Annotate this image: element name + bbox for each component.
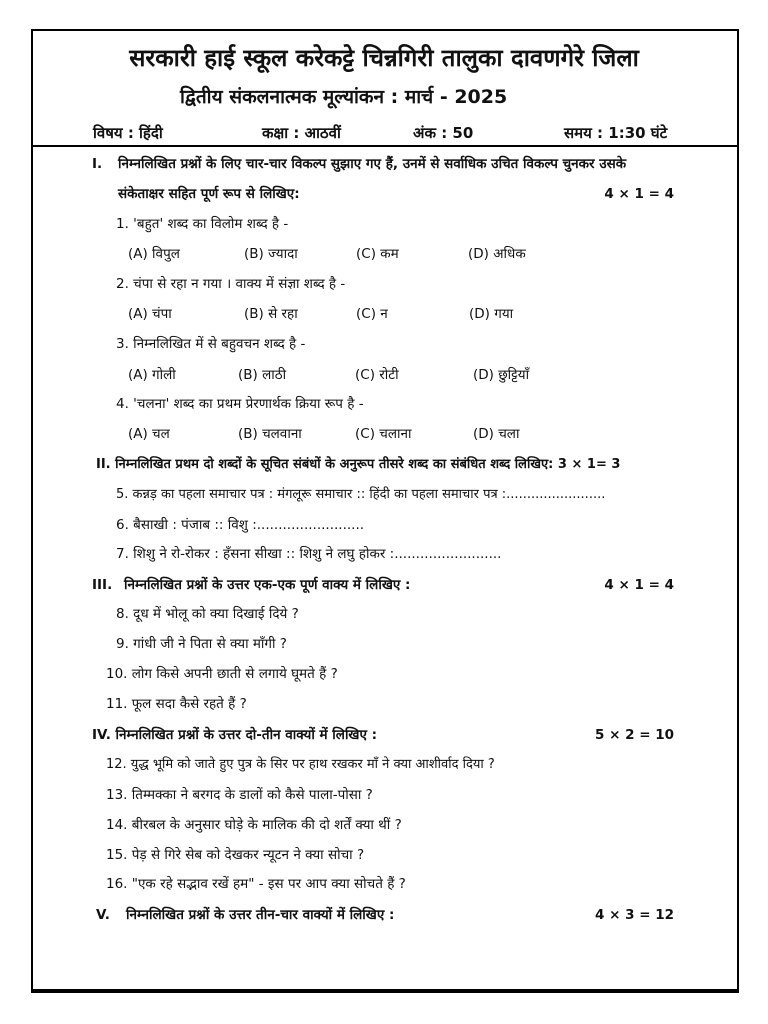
marks-label: अंक : 50: [413, 124, 474, 142]
option: (B) चलवाना: [238, 426, 302, 442]
question: 4. 'चलना' शब्द का प्रथम प्रेरणार्थक क्रिया रूप है -: [116, 396, 364, 412]
time-label: समय : 1:30 घंटे: [564, 124, 668, 142]
option: (D) चला: [473, 426, 520, 442]
section-instruction: निम्नलिखित प्रश्नों के उत्तर एक-एक पूर्ण वाक्य में लिखिए :: [124, 577, 411, 593]
option: (C) चलाना: [355, 426, 412, 442]
option: (C) कम: [356, 246, 399, 262]
option: (C) रोटी: [355, 367, 399, 383]
section-instruction: II. निम्नलिखित प्रथम दो शब्दों के सूचित संबंधों के अनुरूप तीसरे शब्द का संबंधित शब्द लिखिए: 3 × 1= 3: [96, 457, 621, 472]
option: (B) से रहा: [244, 306, 298, 322]
exam-title: द्वितीय संकलनात्मक मूल्यांकन : मार्च - 2025: [180, 86, 508, 108]
question: 16. "एक रहे सद्भाव रखें हम" - इस पर आप क्या सोचते हैं ?: [106, 876, 406, 892]
option: (A) गोली: [128, 367, 176, 383]
header-divider: [31, 145, 739, 147]
question: 12. युद्ध भूमि को जाते हुए पुत्र के सिर पर हाथ रखकर माँ ने क्या आशीर्वाद दिया ?: [106, 757, 495, 772]
section-roman: V.: [96, 907, 110, 923]
question: 5. कन्नड़ का पहला समाचार पत्र : मंगलूरू समाचार :: हिंदी का पहला समाचार पत्र :........................: [116, 487, 606, 502]
question: 2. चंपा से रहा न गया । वाक्य में संज्ञा शब्द है -: [116, 276, 346, 292]
option: (B) ज्यादा: [244, 246, 298, 262]
question: 9. गांधी जी ने पिता से क्या माँगी ?: [116, 636, 287, 652]
section-marks: 4 × 1 = 4: [604, 186, 674, 202]
section-instruction: संकेताक्षर सहित पूर्ण रूप से लिखिए:: [118, 186, 300, 202]
option: (A) विपुल: [128, 246, 180, 262]
section-marks: 5 × 2 = 10: [595, 727, 674, 743]
question: 10. लोग किसे अपनी छाती से लगाये घूमते हैं ?: [106, 666, 338, 682]
option: (A) चल: [128, 426, 170, 442]
option: (C) न: [356, 306, 388, 322]
option: (A) चंपा: [128, 306, 172, 322]
section-marks: 4 × 3 = 12: [595, 907, 674, 923]
question: 15. पेड़ से गिरे सेब को देखकर न्यूटन ने क्या सोचा ?: [106, 847, 365, 863]
question: 14. बीरबल के अनुसार घोड़े के मालिक की दो शर्तें क्या थीं ?: [106, 817, 402, 833]
question: 6. बैसाखी : पंजाब :: विशु :.........................: [116, 517, 365, 533]
class-label: कक्षा : आठवीं: [262, 124, 341, 142]
section-instruction: IV. निम्नलिखित प्रश्नों के उत्तर दो-तीन वाक्यों में लिखिए :: [92, 727, 378, 743]
school-title: सरकारी हाई स्कूल करेकट्टे चिन्नगिरी तालुका दावणगेरे जिला: [129, 44, 639, 72]
section-roman: III.: [92, 577, 113, 593]
bottom-rule: [31, 991, 739, 993]
question: 8. दूध में भोलू को क्या दिखाई दिये ?: [116, 606, 299, 622]
option: (D) छुट्टियाँ: [473, 367, 530, 383]
question: 11. फूल सदा कैसे रहते हैं ?: [106, 696, 247, 712]
section-instruction: निम्नलिखित प्रश्नों के उत्तर तीन-चार वाक्यों में लिखिए :: [126, 907, 395, 923]
option: (B) लाठी: [238, 367, 287, 383]
section-instruction: निम्नलिखित प्रश्नों के लिए चार-चार विकल्प सुझाए गए हैं, उनमें से सर्वाधिक उचित विकल्प चुनकर उसके: [118, 156, 627, 172]
subject-label: विषय : हिंदी: [93, 124, 163, 142]
question: 1. 'बहुत' शब्द का विलोम शब्द है -: [116, 216, 289, 232]
option: (D) अधिक: [468, 246, 526, 262]
section-roman: I.: [92, 156, 103, 172]
question: 13. तिम्मक्का ने बरगद के डालों को कैसे पाला-पोसा ?: [106, 787, 373, 803]
question: 3. निम्नलिखित में से बहुवचन शब्द है -: [116, 336, 306, 352]
question: 7. शिशु ने रो-रोकर : हँसना सीखा :: शिशु ने लघु होकर :.........................: [116, 546, 502, 562]
section-marks: 4 × 1 = 4: [604, 577, 674, 593]
option: (D) गया: [469, 306, 514, 322]
